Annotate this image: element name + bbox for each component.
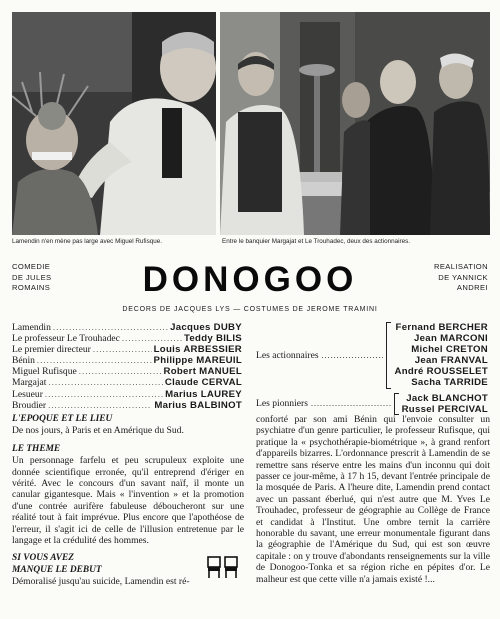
photo-scene-left	[12, 12, 216, 235]
group-role: Les actionnaires	[256, 349, 319, 361]
cast-row	[12, 322, 242, 333]
director-credit	[434, 262, 488, 294]
cast-role: Margajat	[12, 377, 47, 389]
cast-actor: Marius LAUREY	[165, 388, 242, 400]
cast-row	[12, 344, 242, 355]
group-brace	[386, 322, 391, 389]
cast-row	[12, 400, 242, 411]
cast-actor: Philippe MAREUIL	[153, 355, 242, 367]
group-actor: Jack BLANCHOT	[406, 392, 488, 404]
theme-heading: LE THEME	[12, 443, 61, 454]
cast-row	[12, 333, 242, 344]
right-text-column	[256, 414, 490, 585]
si-vous-heading: SI VOUS AVEZ	[12, 553, 74, 564]
director-credit-line: ANDREI	[456, 283, 488, 292]
cast-role: Le professeur Le Trouhadec	[12, 333, 120, 345]
cast-actor: Claude CERVAL	[164, 377, 242, 389]
group-actor: André ROUSSELET	[394, 366, 488, 378]
play-title: DONOGOO	[142, 260, 358, 299]
epoque-text: De nos jours, à Paris et en Amérique du Sud.	[12, 425, 184, 437]
si-vous-heading: MANQUE LE DEBUT	[12, 564, 102, 575]
cast-row	[12, 377, 242, 388]
cast-role: Bénin	[12, 355, 35, 367]
cast-actor: Robert MANUEL	[163, 366, 242, 378]
cast-list	[12, 322, 242, 411]
cast-row	[12, 366, 242, 377]
si-vous-section	[12, 553, 244, 587]
director-credit-line: REALISATION	[433, 262, 488, 271]
photo-caption-right: Entre le banquier Margajat et Le Trouhadec, deux des actionnaires.	[222, 238, 410, 245]
author-credit-line: COMEDIE	[12, 262, 51, 271]
cast-role: Lamendin	[12, 322, 51, 333]
photo-lamendin-rufisque	[12, 12, 216, 235]
group-actors	[402, 393, 488, 415]
cast-role: Miguel Rufisque	[12, 366, 77, 378]
group-brace	[394, 393, 399, 415]
cast-row	[12, 389, 242, 400]
cast-group-pionniers	[256, 393, 488, 415]
group-actor: Sacha TARRIDE	[411, 377, 488, 389]
synopsis-continued: conforté par son ami Bénin qui l'envoie consulter un psychiatre d'un genre particulier, le professeur Rufisque, qui pratique la « psychothérapie-biométrique », à grand renfort d'appareils bizarres. L'ordonnance prescrit à Lamendin de se remettre sans réserve entre les mains d'un inconnu qui doit passer ce jour-même, à 17 h 15, devant l'entrée principale de la mosquée de Paris. A l'heure dite, Lamendin prend contact avec un passant éberlué, qui n'est autre que M. Yves Le Trouhadec, professeur de géographie au Collège de France et candidat à l'Institut. Une ombre ternit la carrière honorable du savant, une erreur monumentale figurant dans la géographie de l'Amérique du Sud, qui est son œuvre capitale : on y trouve d'abondants renseignements sur la ville de Donogoo-Tonka et sa région riche en pépites d'or. Le malheur est que cette ville n'a jamais existé !...	[256, 414, 490, 585]
armchair-seats-icon	[206, 555, 240, 579]
cast-actor: Louis ARBESSIER	[153, 344, 242, 356]
group-role: Les pionniers	[256, 398, 308, 410]
group-actor: Russel PERCIVAL	[401, 403, 488, 415]
theme-text: Un personnage farfelu et peu scrupuleux exploite une donnée scientifique erronée, qu'il entreprend d'ériger en vérité. Avec le concours d'un savant naïf, il monte un canular gigantesque. Mais « l'invention » et la promotion d'une contrée aurifère fabuleuse déboucheront sur une réalité tout à fait imprévue. Plus encore que l'apothéose de l'erreur, il s'agit ici de celle de l'illusion entretenue par le langage et la crédulité des hommes.	[12, 455, 244, 547]
cast-row	[12, 355, 242, 366]
epoque-heading: L'EPOQUE ET LE LIEU	[12, 414, 113, 424]
cast-group-actionnaires	[256, 322, 488, 389]
author-credit-line: DE JULES	[12, 272, 52, 282]
photo-margajat-trouhadec	[220, 12, 490, 235]
author-credit-line: ROMAINS	[12, 283, 51, 292]
photo-caption-left: Lamendin n'en mène pas large avec Miguel Rufisque.	[12, 238, 162, 245]
group-actor: Jean FRANVAL	[414, 355, 488, 367]
cast-groups	[256, 322, 488, 419]
si-vous-text: Démoralisé jusqu'au suicide, Lamendin est ré-	[12, 576, 190, 588]
cast-actor: Marius BALBINOT	[154, 399, 242, 411]
decors-costumes-credit: DECORS DE JACQUES LYS — COSTUMES DE JEROME TRAMINI	[122, 306, 378, 313]
cast-role: Le premier directeur	[12, 344, 91, 356]
photo-scene-right	[220, 12, 490, 235]
cast-role: Lesueur	[12, 388, 43, 400]
group-actors	[394, 322, 488, 389]
group-actor: Jean MARCONI	[414, 333, 488, 345]
group-actor: Fernand BERCHER	[395, 322, 488, 333]
cast-actor: Jacques DUBY	[170, 322, 242, 333]
cast-role: Broudier	[12, 399, 47, 411]
director-credit-line: DE YANNICK	[438, 272, 488, 282]
cast-actor: Teddy BILIS	[183, 333, 242, 345]
group-actor: Michel CRETON	[411, 344, 488, 356]
left-text-column	[12, 414, 244, 588]
